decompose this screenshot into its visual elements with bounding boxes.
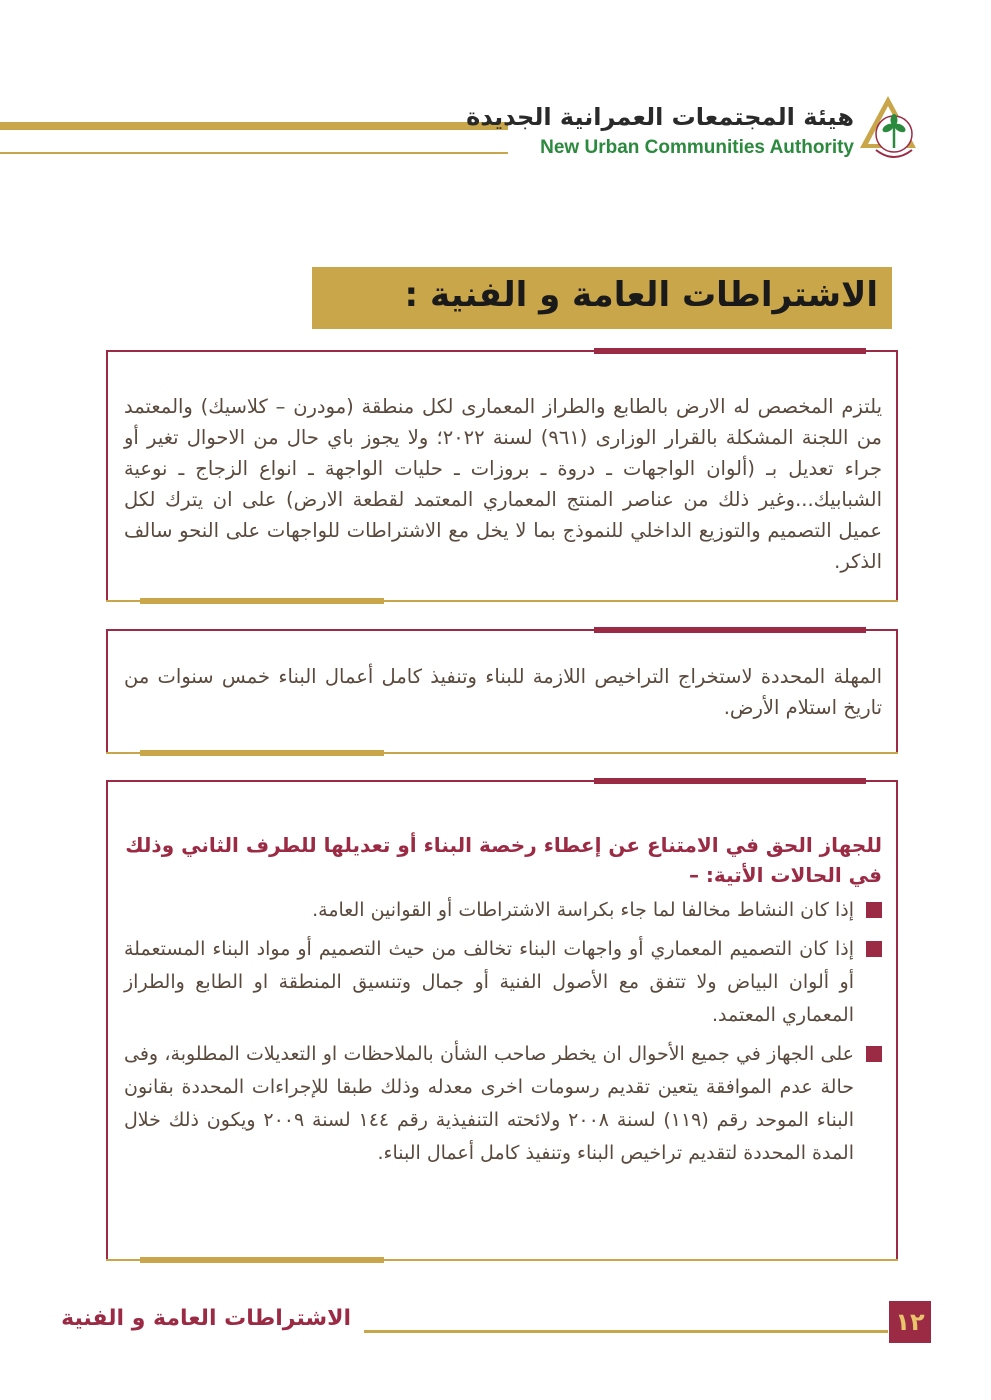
architectural-style-box bbox=[106, 350, 898, 602]
list-item: إذا كان التصميم المعماري أو واجهات البناء تخالف من حيث التصميم أو مواد البناء المستعملة أو ألوان البياض ولا تتفق مع الأصول الفنية أو جمال وتنسيق المنطقة او الطابع والطراز المعماري المعتمد. bbox=[124, 933, 882, 1032]
list-item: على الجهاز في جميع الأحوال ان يخطر صاحب الشأن بالملاحظات او التعديلات المطلوبة، وفى حالة عدم الموافقة يتعين تقديم رسومات اخرى معدله وذلك طبقا للإجراءات المحددة بقانون البناء الموحد رقم (١١٩) لسنة ٢٠٠٨ ولائحته التنفيذية رقم ١٤٤ لسنة ٢٠٠٩ ويكون ذلك خلال المدة المحددة لتقديم تراخيص البناء وتنفيذ كامل أعمال البناء. bbox=[124, 1038, 882, 1170]
list-item: إذا كان النشاط مخالفا لما جاء بكراسة الاشتراطات أو القوانين العامة. bbox=[124, 894, 882, 927]
header-gold-line bbox=[0, 152, 508, 154]
refusal-cases-list bbox=[124, 894, 882, 1176]
square-bullet-icon bbox=[866, 902, 882, 918]
permit-refusal-box bbox=[106, 780, 898, 1261]
page-number: ١٢ bbox=[889, 1301, 931, 1343]
square-bullet-icon bbox=[866, 1046, 882, 1062]
square-bullet-icon bbox=[866, 941, 882, 957]
architectural-style-text: يلتزم المخصص له الارض بالطابع والطراز المعمارى لكل منطقة (مودرن – كلاسيك) والمعتمد من اللجنة المشكلة بالقرار الوزارى (٩٦١) لسنة ٢٠٢٢؛ ولا يجوز باي حال من الاحوال تغير أو جراء تعديل بـ (ألوان الواجهات ـ دروة ـ بروزات ـ حليات الواجهة ـ انواع الزجاج ـ نوعية الشبابيك...وغير ذلك من عناصر المنتج المعماري المعتمد لقطعة الارض) على ان يترك لكل عميل التصميم والتوزيع الداخلي للنموذج بما لا يخل مع الاشتراطات للواجهات على النحو سالف الذكر. bbox=[124, 395, 882, 573]
nuca-logo-icon bbox=[858, 92, 940, 170]
section-title-banner bbox=[312, 267, 892, 329]
footer-section-title: الاشتراطات العامة و الفنية bbox=[61, 1306, 351, 1331]
deadline-box bbox=[106, 629, 898, 754]
org-name-english: New Urban Communities Authority bbox=[540, 137, 854, 158]
deadline-text: المهلة المحددة لاستخراج التراخيص اللازمة للبناء وتنفيذ كامل أعمال البناء خمس سنوات من تاريخ استلام الأرض. bbox=[124, 665, 882, 719]
page-title: الاشتراطات العامة و الفنية : bbox=[404, 275, 878, 315]
footer-gold-line bbox=[364, 1330, 888, 1333]
org-name-arabic: هيئة المجتمعات العمرانية الجديدة bbox=[466, 103, 854, 131]
permit-refusal-heading: للجهاز الحق في الامتناع عن إعطاء رخصة البناء أو تعديلها للطرف الثاني وذلك في الحالات الأتية: – bbox=[125, 833, 882, 887]
header-gold-bar bbox=[0, 122, 508, 130]
